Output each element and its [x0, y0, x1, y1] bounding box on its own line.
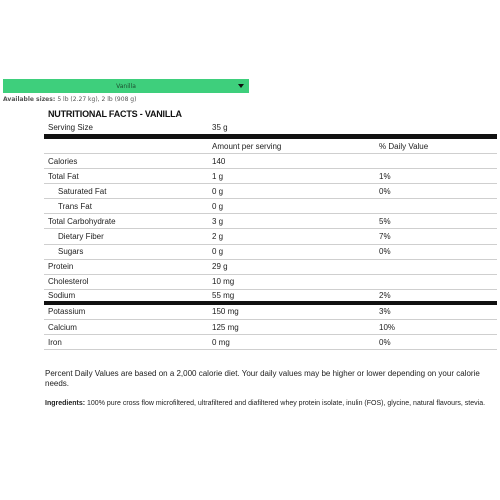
flavor-dropdown-value: Vanilla [116, 82, 136, 90]
nutrient-dv: 2% [379, 290, 391, 300]
nutrition-title: NUTRITIONAL FACTS - VANILLA [48, 109, 182, 119]
ingredients-label: Ingredients: [45, 400, 86, 407]
amount-header: Amount per serving [212, 141, 282, 151]
ingredients-text: 100% pure cross flow microfiltered, ultrafiltered and diafiltered whey protein isolate, inulin (FOS), glycine, natural flavours, stevia. [87, 400, 486, 407]
table-row [44, 335, 497, 350]
available-sizes-value: 5 lb (2.27 kg), 2 lb (908 g) [57, 96, 137, 103]
serving-size-label: Serving Size [48, 123, 93, 132]
daily-value-disclaimer: Percent Daily Values are based on a 2,000 calorie diet. Your daily values may be higher or lower depending on your calorie needs. [45, 369, 480, 388]
nutrient-amount: 29 g [212, 262, 228, 272]
available-sizes [3, 96, 136, 103]
nutrient-amount: 0 g [212, 186, 224, 196]
nutrient-dv: 0% [379, 247, 391, 257]
nutrient-name: Iron [48, 337, 62, 347]
nutrient-dv: 10% [379, 322, 396, 332]
nutrient-amount: 0 g [212, 247, 224, 257]
nutrient-dv: 0% [379, 186, 391, 196]
table-row [44, 184, 497, 199]
nutrient-dv: 7% [379, 232, 391, 242]
table-row [44, 214, 497, 229]
serving-size-row [44, 121, 497, 139]
nutrient-dv: 5% [379, 216, 391, 226]
nutrient-name: Sodium [48, 290, 76, 300]
chevron-down-icon[interactable] [238, 84, 244, 88]
nutrient-name: Trans Fat [58, 201, 92, 211]
nutrient-name: Potassium [48, 307, 86, 317]
table-row [44, 275, 497, 290]
table-row [44, 199, 497, 214]
nutrient-amount: 10 mg [212, 277, 235, 287]
table-row [44, 305, 497, 320]
nutrient-amount: 125 mg [212, 322, 239, 332]
nutrient-name: Saturated Fat [58, 186, 107, 196]
nutrient-amount: 55 mg [212, 290, 235, 300]
table-row [44, 245, 497, 260]
nutrient-amount: 140 [212, 156, 226, 166]
nutrient-name: Sugars [58, 247, 84, 257]
ingredients [45, 399, 495, 409]
nutrient-dv: 1% [379, 171, 391, 181]
nutrient-name: Protein [48, 262, 74, 272]
table-row [44, 290, 497, 305]
available-sizes-label: Available sizes: [3, 96, 56, 103]
flavor-dropdown[interactable] [3, 79, 249, 93]
table-row [44, 229, 497, 244]
nutrient-amount: 0 mg [212, 337, 230, 347]
dv-header: % Daily Value [379, 141, 429, 151]
nutrient-name: Cholesterol [48, 277, 89, 287]
nutrient-amount: 1 g [212, 171, 224, 181]
nutrient-name: Total Fat [48, 171, 79, 181]
nutrient-amount: 150 mg [212, 307, 239, 317]
nutrient-dv: 3% [379, 307, 391, 317]
nutrient-amount: 3 g [212, 216, 224, 226]
table-row [44, 260, 497, 275]
nutrient-name: Total Carbohydrate [48, 216, 116, 226]
nutrition-table [44, 121, 497, 350]
nutrient-name: Calories [48, 156, 78, 166]
table-row [44, 320, 497, 335]
serving-size-value: 35 g [212, 123, 228, 132]
nutrient-name: Calcium [48, 322, 77, 332]
table-row [44, 154, 497, 169]
nutrient-amount: 2 g [212, 232, 224, 242]
nutrient-name: Dietary Fiber [58, 232, 104, 242]
nutrient-dv: 0% [379, 337, 391, 347]
table-row [44, 169, 497, 184]
nutrient-amount: 0 g [212, 201, 224, 211]
table-header-row [44, 139, 497, 154]
